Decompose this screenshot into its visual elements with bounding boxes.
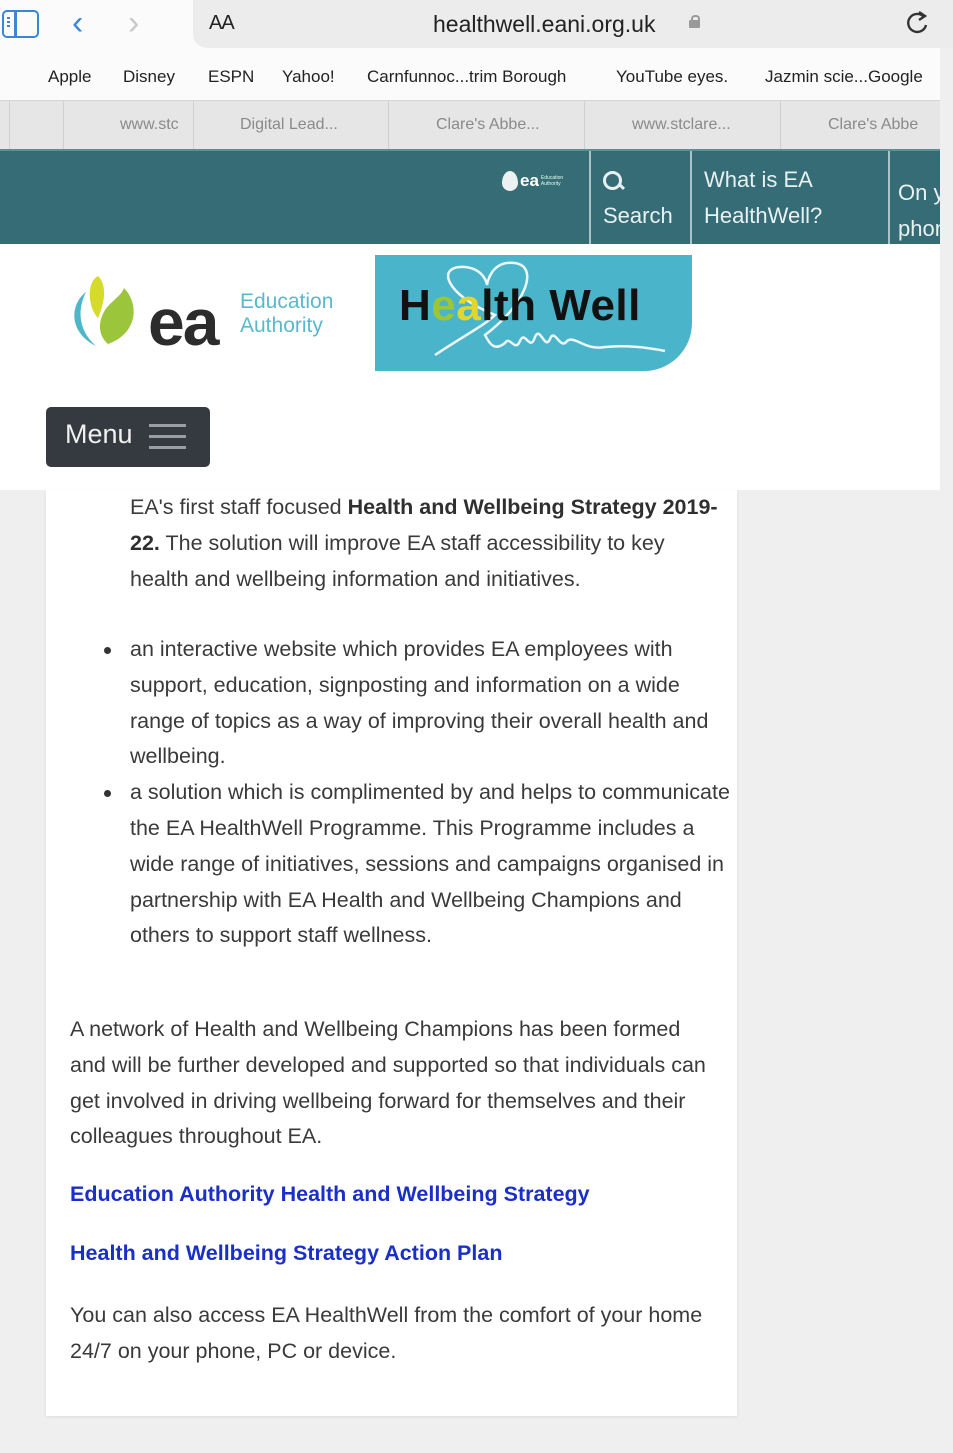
nav-search[interactable] — [589, 151, 691, 244]
search-icon — [603, 171, 625, 193]
hamburger-icon — [149, 424, 186, 450]
nav-label-line: On y — [898, 180, 945, 205]
ea-logo-sub: Education Authority — [240, 290, 334, 337]
list-item: a solution which is complimented by and helps to communicate the EA HealthWell Programme. This Programme includes a wide range of initiatives, sessions and campaigns organised in partnership with EA Health and Wellbeing Champions and others to support staff wellness. — [130, 775, 730, 954]
leaf-icon — [502, 171, 518, 191]
nav-on-your-phone[interactable] — [888, 151, 948, 244]
education-authority-logo[interactable] — [68, 274, 358, 359]
feature-list — [130, 632, 730, 954]
nav-label-line: What is EA — [704, 167, 813, 192]
nav-what-is-ea-healthwell[interactable] — [690, 151, 888, 244]
sidebar-toggle-icon[interactable] — [2, 10, 39, 38]
content-card — [46, 490, 737, 1416]
nav-label-line: HealthWell? — [704, 203, 823, 228]
intro-text: EA's first staff focused Health and Wellbeing Strategy 2019-22. The solution will improve EA staff accessibility to key health and wellbeing information and initiatives. — [130, 495, 718, 591]
favorite-link[interactable]: Jazmin scie...Google — [765, 67, 923, 86]
tab[interactable]: Clare's Abbe... — [388, 101, 584, 149]
network-paragraph: A network of Health and Wellbeing Champions has been formed and will be further developed and supported so that individuals can get involved in driving wellbeing forward for themselves and their colleagues throughout EA. — [70, 1017, 706, 1149]
list-item: an interactive website which provides EA employees with support, education, signposting and information on a wide range of topics as a way of improving their overall health and wellbeing. — [130, 632, 730, 775]
menu-label: Menu — [65, 419, 133, 449]
favorite-link[interactable]: Yahoo! — [282, 67, 335, 86]
tab-empty[interactable] — [9, 101, 63, 149]
tab[interactable]: www.stclare... — [584, 101, 780, 149]
browser-toolbar — [0, 0, 940, 50]
strategy-link[interactable]: Education Authority Health and Wellbeing Strategy — [70, 1182, 590, 1206]
healthwell-logo[interactable] — [375, 255, 692, 371]
favorite-link[interactable]: Carnfunnoc...trim Borough — [367, 67, 567, 86]
url-text[interactable]: healthwell.eani.org.uk — [433, 11, 656, 37]
address-bar[interactable] — [193, 0, 953, 48]
tab[interactable]: Digital Lead... — [193, 101, 388, 149]
favorite-link[interactable]: Disney — [123, 67, 175, 86]
ea-leaf-icon — [68, 274, 148, 354]
nav-label-line: phon — [898, 216, 947, 241]
search-label: Search — [603, 203, 673, 228]
favorite-link[interactable]: Apple — [48, 67, 92, 86]
menu-button[interactable] — [46, 407, 210, 467]
forward-chevron-icon[interactable]: › — [128, 4, 140, 42]
favorites-bar — [0, 50, 940, 100]
tab[interactable]: www.stc — [63, 101, 193, 149]
tab-bar — [0, 100, 940, 149]
back-chevron-icon[interactable]: ‹ — [72, 4, 84, 42]
logo-word: ea — [520, 171, 539, 190]
lock-icon — [689, 15, 700, 28]
site-header — [0, 244, 940, 490]
favorite-link[interactable]: YouTube eyes. — [616, 67, 729, 86]
reader-options-button[interactable]: AA — [209, 12, 234, 34]
site-top-nav — [0, 149, 947, 244]
ea-small-logo[interactable] — [502, 171, 571, 191]
reload-icon[interactable] — [905, 10, 931, 36]
action-plan-link[interactable]: Health and Wellbeing Strategy Action Plan — [70, 1241, 503, 1265]
access-paragraph: You can also access EA HealthWell from the comfort of your home 24/7 on your phone, PC or device. — [70, 1303, 703, 1363]
favorite-link[interactable]: ESPN — [208, 67, 255, 86]
healthwell-logo-text: Health Well — [399, 281, 641, 330]
logo-sub: Education Authority — [540, 175, 564, 187]
ea-logo-word: ea — [148, 285, 218, 359]
tab[interactable]: Clare's Abbe — [780, 101, 940, 149]
